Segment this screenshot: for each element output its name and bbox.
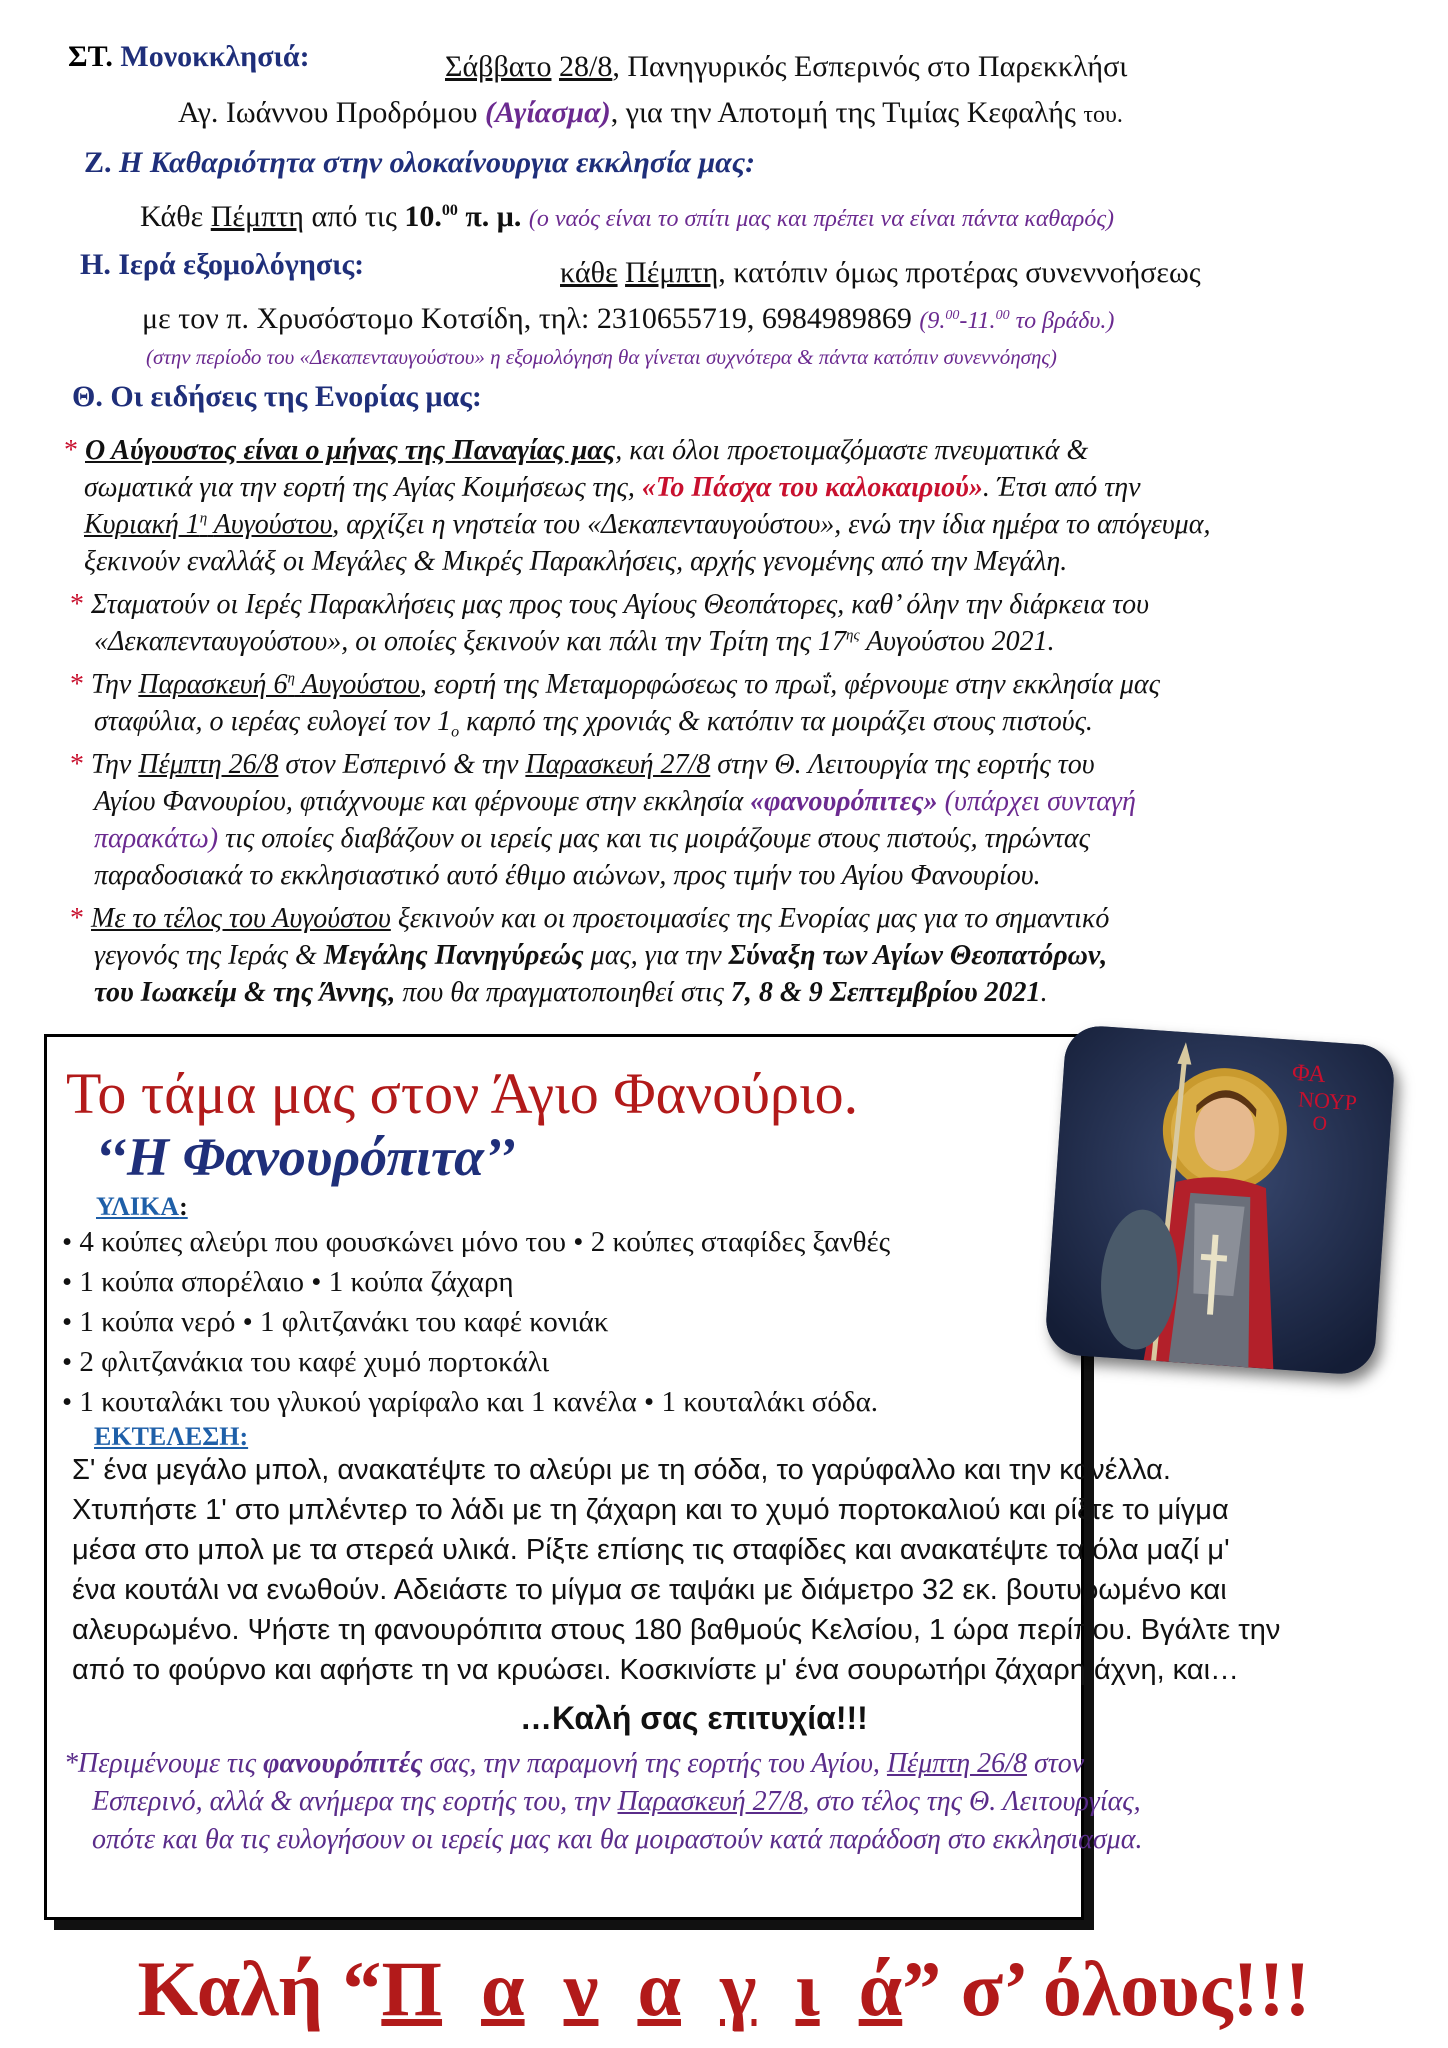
letter: α <box>637 1945 681 2032</box>
section-th-heading <box>72 380 482 413</box>
text: , εορτή της Μεταμορφώσεως το πρωΐ, φέρνουμε στην εκκλησία μας <box>419 669 1160 700</box>
recipe-subtitle: ‘‘Η Φανουρόπιτα’’ <box>95 1127 516 1187</box>
section-title: Ιερά εξομολόγησις: <box>118 248 365 281</box>
text: η <box>199 510 208 527</box>
news-item-3-line1 <box>70 670 1160 701</box>
good-luck-text: …Καλή σας επιτυχία!!! <box>520 1700 868 1736</box>
text: στην Θ. Λειτουργία της εορτής του <box>717 749 1095 780</box>
text: η <box>287 670 295 687</box>
text: του. <box>1083 102 1123 128</box>
text: Καλή “ <box>137 1945 382 2032</box>
text: Σύναξη των Αγίων Θεοπατόρων, <box>728 940 1108 971</box>
execution-line: μέσα στο μπολ με τα στερεά υλικά. Ρίξτε επίσης τις σταφίδες και ανακατέψτε τα όλα μαζί μ' <box>72 1534 1230 1566</box>
text: 7, 8 & 9 Σεπτεμβρίου 2021 <box>730 977 1041 1008</box>
text: : <box>179 1192 188 1221</box>
news-item-1-line2 <box>84 473 1141 504</box>
text: φανουρόπιτές <box>263 1748 423 1779</box>
text: του Ιωακείμ & της Άννης, <box>94 977 396 1008</box>
text: Πέμπτη <box>625 256 719 289</box>
text: . Έτσι από την <box>982 472 1141 503</box>
section-title: Η Καθαριότητα στην ολοκαίνουργια εκκλησία μας: <box>119 146 756 179</box>
letter: α <box>481 1945 525 2032</box>
text: τις οποίες διαβάζουν οι ιερείς μας και τις μοιράζουμε στους πιστούς, τηρώντας <box>225 823 1090 854</box>
icon-label: ΦΑ <box>1291 1059 1327 1089</box>
news-item-4-line1 <box>70 750 1095 781</box>
text: που θα πραγματοποιηθεί στις <box>402 977 724 1008</box>
letter: ν <box>563 1945 599 2032</box>
ingredient-item: • 1 κούπα νερό • 1 φλιτζανάκι του καφέ κονιάκ <box>62 1306 609 1338</box>
section-title: Οι ειδήσεις της Ενορίας μας: <box>110 380 482 413</box>
text: ο <box>451 723 460 741</box>
text: το βράδυ.) <box>1015 308 1115 334</box>
svg-text:ΝΟΥΡ: ΝΟΥΡ <box>1297 1086 1358 1116</box>
text: Παρασκευή 6 <box>138 669 288 700</box>
text: Πέμπτη <box>210 200 304 233</box>
ingredient-item: • 1 κουταλάκι του γλυκού γαρίφαλο και 1 κανέλα • 1 κουταλάκι σόδα. <box>62 1386 879 1418</box>
text: σταφύλια, ο ιερέας ευλογεί τον 1 <box>94 706 452 737</box>
text: (ο ναός είναι το σπίτι μας και πρέπει να είναι πάντα καθαρός) <box>528 206 1115 232</box>
text: 28/8 <box>558 50 613 83</box>
text: γεγονός της Ιεράς & <box>94 940 317 971</box>
text: στον Εσπερινό & την <box>285 749 519 780</box>
text: Ο Αύγουστος είναι ο μήνας της Παναγίας μας <box>85 435 616 466</box>
bullet-star: * <box>64 435 78 466</box>
text: , και όλοι προετοιμαζόμαστε πνευματικά & <box>615 435 1089 466</box>
news-item-3-line2 <box>94 707 1093 741</box>
text: Αυγούστου <box>301 669 420 700</box>
text: «Δεκαπενταυγούστου», οι οποίες ξεκινούν και πάλι την Τρίτη της 17 <box>94 626 847 657</box>
text: Παρασκευή 27/8 <box>525 749 711 780</box>
execution-header: ΕΚΤΕΛΕΣΗ: <box>94 1422 249 1451</box>
text: Πέμπτη 26/8 <box>886 1748 1027 1779</box>
text: π. μ. <box>465 200 522 233</box>
execution-line: από το φούρνο και αφήστε τη να κρυώσει. Κοσκινίστε μ' ένα σουρωτήρι ζάχαρη άχνη, και… <box>72 1654 1240 1686</box>
text: Παρασκευή 27/8 <box>617 1786 803 1817</box>
text: , κατόπιν όμως προτέρας συνεννοήσεως <box>718 256 1201 289</box>
news-item-5-line3 <box>94 978 1048 1009</box>
news-item-4-line4: παραδοσιακά το εκκλησιαστικό αυτό έθιμο αιώνων, προς τιμήν του Αγίου Φανουρίου. <box>94 860 1041 891</box>
text: σωματικά για την εορτή της Αγίας Κοιμήσεως της, <box>84 472 635 503</box>
text: 10. <box>404 200 442 233</box>
execution-line: αλευρωμένο. Ψήστε τη φανουρόπιτα στους 180 βαθμούς Κελσίου, 1 ώρα περίπου. Βγάλτε την <box>72 1614 1281 1646</box>
letter: γ <box>719 1945 757 2032</box>
ingredient-item: • 4 κούπες αλεύρι που φουσκώνει μόνο του • 2 κούπες σταφίδες ξανθές <box>62 1226 891 1258</box>
section-st-line1 <box>445 50 1127 83</box>
ingredient-item: • 2 φλιτζανάκια του καφέ χυμό πορτοκάλι <box>62 1346 550 1378</box>
text: Εσπερινό, αλλά & ανήμερα της εορτής του, την <box>92 1786 611 1817</box>
bullet-star: * <box>70 903 84 934</box>
ingredient-item: • 1 κούπα σπορέλαιο • 1 κούπα ζάχαρη <box>62 1266 514 1298</box>
section-h-line1 <box>560 256 1201 289</box>
saint-fanourios-icon <box>1044 1024 1396 1376</box>
text: καρπό της χρονιάς & κατόπιν τα μοιράζει στους πιστούς. <box>466 706 1093 737</box>
letter: ι <box>795 1945 820 2032</box>
section-st-line2 <box>178 96 1123 129</box>
section-label: ΣΤ. <box>68 40 113 73</box>
note-line3: οπότε και θα τις ευλογήσουν οι ιερείς μας και θα μοιραστούν κατά παράδοση στο εκκλησιασμα. <box>92 1824 1143 1855</box>
text: Αγίου Φανουρίου, φτιάχνουμε και φέρνουμε στην εκκλησία <box>94 786 744 817</box>
text: Κάθε <box>140 200 204 233</box>
text: , στο τέλος της Θ. Λειτουργίας, <box>802 1786 1141 1817</box>
text: , για την Αποτομή της Τιμίας Κεφαλής <box>610 96 1076 129</box>
text: «Το Πάσχα του καλοκαιριού» <box>641 472 983 503</box>
recipe-title: Το τάμα μας στον Άγιο Φανούριο. <box>66 1061 859 1126</box>
section-label: Η. <box>80 248 111 281</box>
text: κάθε <box>560 256 618 289</box>
execution-line: ένα κουτάλι να ενωθούν. Αδειάστε το μίγμα σε ταψάκι με διάμετρο 32 εκ. βουτυρωμένο και <box>72 1574 1227 1606</box>
saint-icon-image <box>1044 1024 1396 1376</box>
text: με τον π. Χρυσόστομο Κοτσίδη, τηλ: 2310655719, 6984989869 <box>142 302 912 335</box>
text: . <box>1040 977 1048 1008</box>
text: 00 <box>945 308 960 323</box>
news-item-2-line1 <box>70 590 1149 621</box>
section-title: Μονοκκλησιά: <box>120 40 310 73</box>
section-z-heading <box>84 146 755 179</box>
note-line1 <box>64 1748 1084 1780</box>
section-z-line1 <box>140 200 1114 233</box>
news-item-1-line1 <box>64 436 1088 467</box>
text: ΥΛΙΚΑ <box>96 1192 180 1221</box>
text: Μεγάλης Πανηγύρεώς <box>323 940 584 971</box>
text: «φανουρόπιτες» <box>750 786 938 817</box>
news-item-4-line3 <box>94 824 1090 855</box>
section-label: Ζ. <box>84 146 112 179</box>
text: παρακάτω) <box>94 823 219 854</box>
footer-greeting <box>0 1944 1448 2034</box>
text: ” σ’ όλους!!! <box>902 1945 1311 2032</box>
text: Αυγούστου 2021. <box>866 626 1055 657</box>
text: Με το τέλος του Αυγούστου <box>91 903 391 934</box>
text: -11. <box>959 308 996 334</box>
text: (υπάρχει συνταγή <box>944 786 1136 817</box>
text: σας, την παραμονή της εορτής του Αγίου, <box>429 1748 880 1779</box>
execution-line: Χτυπήστε 1' στο μπλέντερ το λάδι με τη ζάχαρη και το χυμό πορτοκαλιού και ρίξτε το μίγμα <box>72 1494 1229 1526</box>
text: Κυριακή 1 <box>84 509 200 540</box>
section-h-heading <box>80 248 364 281</box>
news-item-1-line4: ξεκινούν εναλλάξ οι Μεγάλες & Μικρές Παρακλήσεις, αρχής γενομένης από την Μεγάλη. <box>84 546 1068 577</box>
section-st-heading <box>68 40 310 73</box>
text: 00 <box>441 202 458 219</box>
text: *Περιμένουμε τις <box>64 1748 257 1779</box>
letter: Π <box>381 1945 443 2032</box>
news-item-5-line2 <box>94 941 1107 972</box>
text: Την <box>91 749 132 780</box>
bullet-star: * <box>70 749 84 780</box>
news-item-2-line2 <box>94 627 1055 658</box>
bullet-star: * <box>70 669 84 700</box>
text: Την <box>91 669 132 700</box>
ingredients-header <box>96 1192 188 1222</box>
letter: ά <box>858 1945 903 2032</box>
bullet-star: * <box>70 589 84 620</box>
text: , αρχίζει η νηστεία του «Δεκαπενταυγούστου», ενώ την ίδια ημέρα το απόγευμα, <box>332 509 1211 540</box>
text: Αγ. Ιωάννου Προδρόμου <box>178 96 478 129</box>
text: ξεκινούν και οι προετοιμασίες της Ενορίας μας για το σημαντικό <box>397 903 1110 934</box>
text: από τις <box>311 200 397 233</box>
text: 00 <box>995 308 1010 323</box>
text: ης <box>846 627 860 644</box>
text: (Αγίασμα) <box>484 96 611 129</box>
news-item-4-line2 <box>94 787 1136 818</box>
text: Σάββατο <box>445 50 552 83</box>
news-item-1-line3 <box>84 510 1210 541</box>
execution-line: Σ' ένα μεγάλο μπολ, ανακατέψτε το αλεύρι με τη σόδα, το γαρύφαλλο και την κανέλλα. <box>72 1454 1171 1486</box>
note-line2 <box>92 1786 1141 1818</box>
text: Αυγούστου <box>213 509 333 540</box>
text: μας, για την <box>590 940 722 971</box>
news-item-5-line1 <box>70 904 1109 935</box>
section-h-line2 <box>142 302 1114 335</box>
text: (9. <box>919 308 946 334</box>
svg-text:Ο: Ο <box>1311 1112 1328 1136</box>
text: , Πανηγυρικός Εσπερινός στο Παρεκκλήσι <box>612 50 1128 83</box>
section-label: Θ. <box>72 380 103 413</box>
section-h-line3: (στην περίοδο του «Δεκαπενταυγούστου» η εξομολόγηση θα γίνεται συχνότερα & πάντα κατόπιν συνεννόησης) <box>146 345 1057 369</box>
text: στον <box>1033 1748 1085 1779</box>
text: Σταματούν οι Ιερές Παρακλήσεις μας προς τους Αγίους Θεοπάτορες, καθ’ όλην την διάρκεια του <box>91 589 1149 620</box>
text: Πέμπτη 26/8 <box>138 749 279 780</box>
